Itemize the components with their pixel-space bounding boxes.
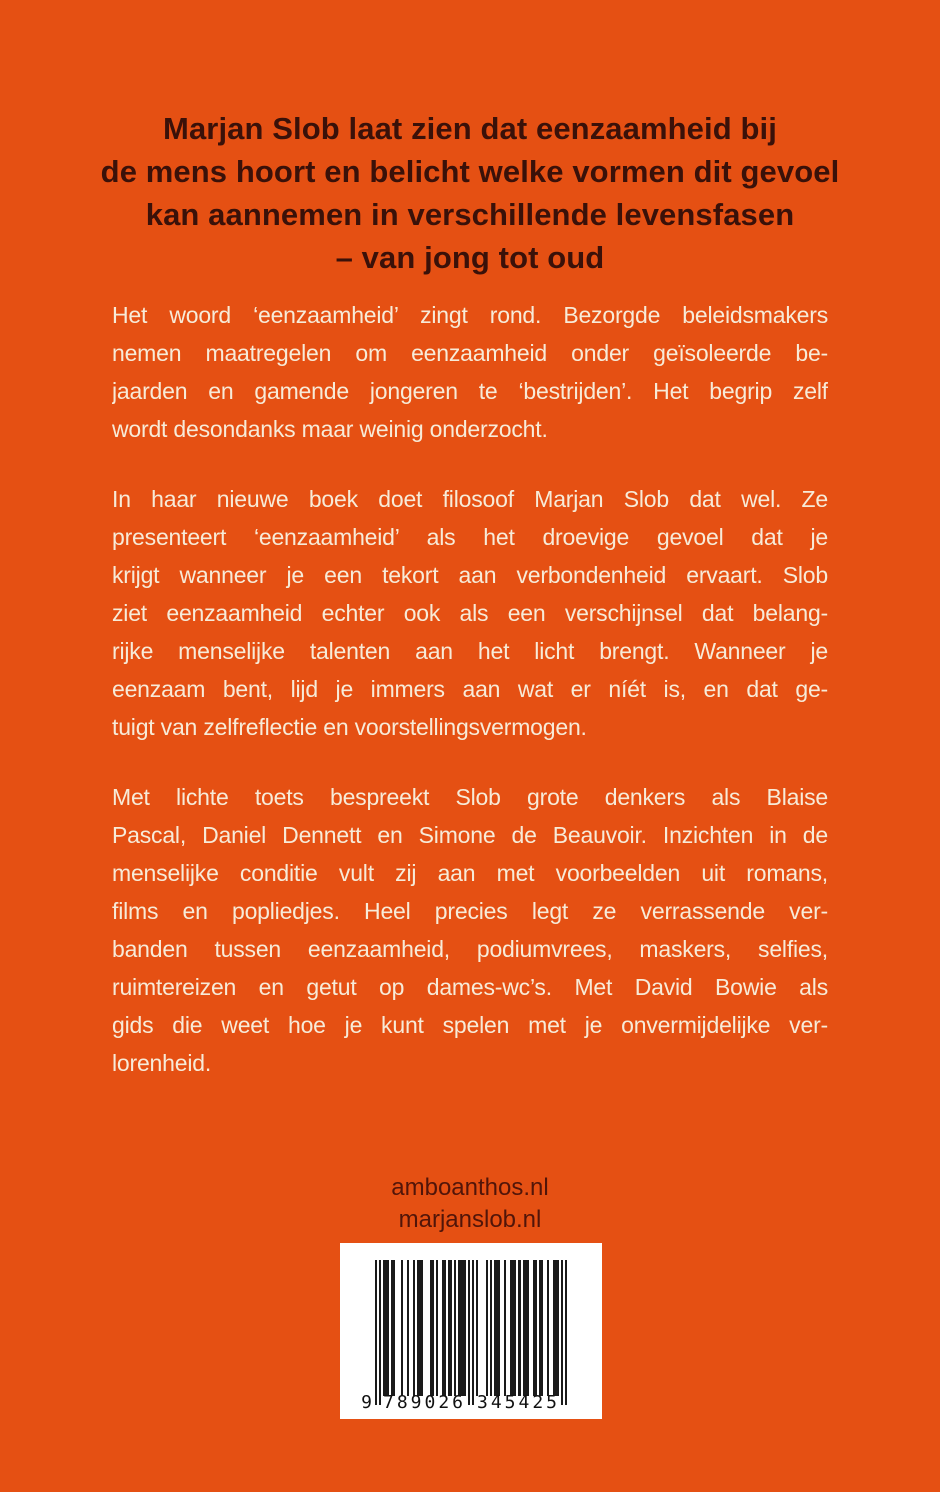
website-links: [0, 1172, 940, 1236]
barcode-digit: 4: [490, 1392, 502, 1413]
text-line: kan aannemen in verschillende levensfasen: [145, 197, 795, 232]
barcode-bar: [379, 1260, 381, 1405]
barcode-bar: [498, 1260, 500, 1396]
barcode-bar: [504, 1260, 506, 1396]
barcode-bar: [387, 1260, 389, 1396]
text-line: de mens hoort en belicht welke vormen dit gevoel: [100, 154, 840, 189]
barcode-digit: 3: [477, 1392, 488, 1413]
barcode-bar: [444, 1260, 446, 1396]
barcode-bar: [375, 1260, 377, 1405]
barcode-bar: [527, 1260, 529, 1396]
text-line: presenteert ‘eenzaamheid’ als het droevige gevoel dat je: [112, 524, 828, 550]
barcode-bar: [432, 1260, 434, 1396]
text-line: wordt desondanks maar weinig onderzocht.: [112, 416, 548, 442]
text-line: eenzaam bent, lijd je immers aan wat er níét is, en dat ge-: [112, 676, 828, 702]
paragraph-3: [112, 778, 828, 1082]
publisher-url: amboanthos.nl: [391, 1174, 549, 1201]
paragraph-2: [112, 480, 828, 746]
barcode-bar: [541, 1260, 543, 1396]
text-line: Met lichte toets bespreekt Slob grote denkers als Blaise: [112, 784, 828, 810]
barcode-bar: [535, 1260, 537, 1396]
text-line: – van jong tot oud: [335, 240, 605, 275]
barcode-digit: 6: [452, 1392, 463, 1413]
barcode-bar: [557, 1260, 559, 1396]
barcode-bar: [421, 1260, 423, 1396]
text-line: jaarden en gamende jongeren te ‘bestrijden’. Het begrip zelf: [112, 378, 828, 404]
barcode-digit: 4: [518, 1392, 530, 1413]
barcode-bar: [486, 1260, 488, 1396]
barcode-bar: [565, 1260, 567, 1405]
text-line: ziet eenzaamheid echter ook als een verschijnsel dat belang-: [112, 600, 828, 626]
barcode-bar: [454, 1260, 456, 1396]
text-line: Het woord ‘eenzaamheid’ zingt rond. Bezorgde beleidsmakers: [112, 302, 828, 328]
blurb: [112, 296, 828, 1114]
text-line: menselijke conditie vult zij aan met voorbeelden uit romans,: [112, 860, 828, 886]
text-line: krijgt wanneer je een tekort aan verbondenheid ervaart. Slob: [112, 562, 828, 588]
barcode-digit: 8: [396, 1392, 408, 1413]
text-line: In haar nieuwe boek doet filosoof Marjan Slob dat wel. Ze: [112, 486, 828, 512]
barcode-bar: [472, 1260, 474, 1405]
barcode-bar: [436, 1260, 438, 1396]
barcode-digit: 9: [410, 1392, 422, 1413]
barcode-digit: 5: [546, 1392, 557, 1413]
author-url: marjanslob.nl: [398, 1206, 542, 1233]
barcode-digit: 0: [424, 1392, 436, 1413]
barcode-bar: [490, 1260, 492, 1396]
barcode-bar: [518, 1260, 520, 1396]
text-line: Marjan Slob laat zien dat eenzaamheid bij: [163, 111, 777, 146]
text-line: gids die weet hoe je kunt spelen met je onvermijdelijke ver-: [112, 1012, 828, 1038]
barcode-first-digit: 9: [361, 1392, 372, 1413]
barcode: [340, 1243, 602, 1419]
barcode-bar: [476, 1260, 478, 1396]
text-line: tuigt van zelfreflectie en voorstellingsvermogen.: [112, 714, 587, 740]
barcode-digit: 2: [438, 1392, 450, 1413]
barcode-bar: [561, 1260, 563, 1405]
barcode-number: [340, 1393, 602, 1415]
barcode-bar: [514, 1260, 516, 1396]
text-line: nemen maatregelen om eenzaamheid onder geïsoleerde be-: [112, 340, 828, 366]
paragraph-1: [112, 296, 828, 448]
barcode-bar: [413, 1260, 415, 1396]
barcode-bars: [375, 1260, 567, 1405]
text-line: rijke menselijke talenten aan het licht brengt. Wanneer je: [112, 638, 828, 664]
barcode-right-digits: [477, 1393, 557, 1413]
barcode-bar: [401, 1260, 403, 1396]
barcode-bar: [464, 1260, 466, 1396]
barcode-digit: 5: [504, 1392, 516, 1413]
barcode-left-digits: [383, 1393, 463, 1413]
headline: [0, 107, 940, 279]
text-line: banden tussen eenzaamheid, podiumvrees, maskers, selfies,: [112, 936, 828, 962]
barcode-digit: 2: [532, 1392, 544, 1413]
barcode-digit: 7: [383, 1392, 394, 1413]
barcode-bar: [393, 1260, 395, 1396]
text-line: lorenheid.: [112, 1050, 212, 1076]
barcode-bar: [407, 1260, 409, 1396]
text-line: Pascal, Daniel Dennett en Simone de Beauvoir. Inzichten in de: [112, 822, 828, 848]
barcode-bar: [450, 1260, 452, 1396]
barcode-bar: [468, 1260, 470, 1405]
barcode-bar: [547, 1260, 549, 1396]
text-line: films en popliedjes. Heel precies legt ze verrassende ver-: [112, 898, 828, 924]
text-line: ruimtereizen en getut op dames-wc’s. Met David Bowie als: [112, 974, 828, 1000]
